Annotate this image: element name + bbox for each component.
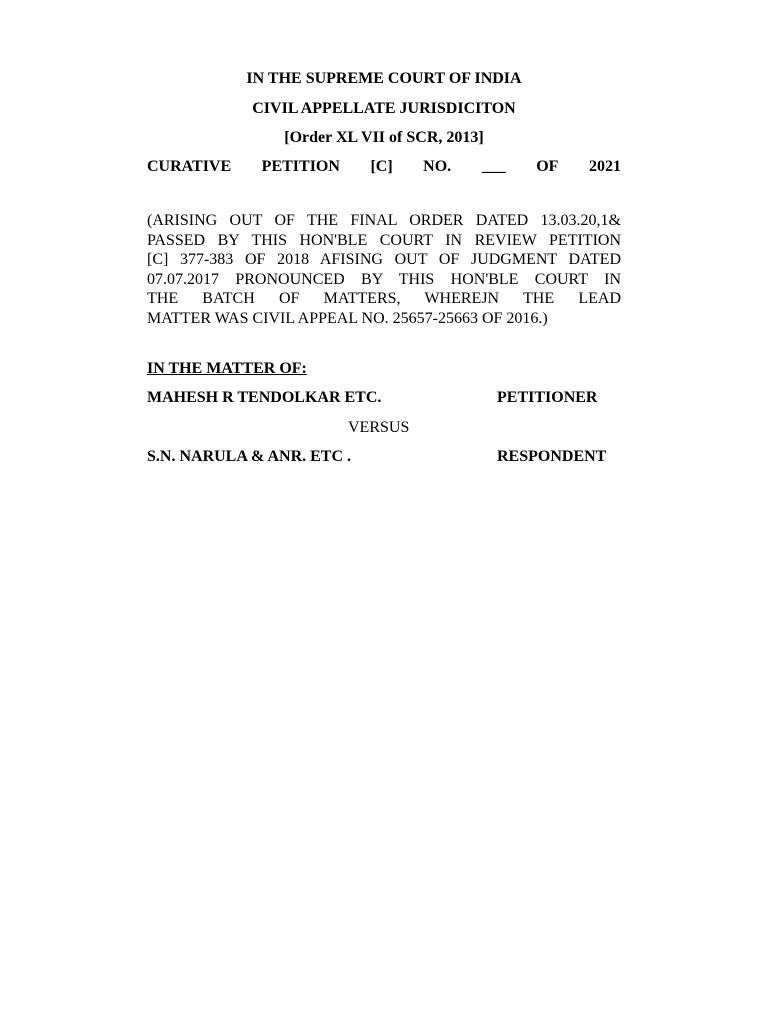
respondent-role: RESPONDENT (497, 448, 607, 465)
petition-word: PETITION (261, 158, 340, 175)
court-title: IN THE SUPREME COURT OF INDIA (246, 70, 522, 87)
paragraph-line: (ARISING OUT OF THE FINAL ORDER DATED 13.03.20,1& (147, 212, 621, 229)
petitioner-name: MAHESH R TENDOLKAR ETC. (147, 389, 382, 406)
petitioner-role: PETITIONER (497, 389, 598, 406)
arising-out-of-paragraph (147, 211, 621, 329)
petitioner-row (147, 388, 621, 408)
respondent-name: S.N. NARULA & ANR. ETC . (147, 448, 352, 465)
paragraph-line: MATTER WAS CIVIL APPEAL NO. 25657-25663 OF 2016.) (147, 309, 548, 327)
in-the-matter-heading: IN THE MATTER OF: (147, 360, 307, 377)
petition-word: [C] (370, 158, 393, 175)
petition-word: CURATIVE (147, 158, 232, 175)
respondent-row (147, 447, 621, 467)
paragraph-line: [C] 377-383 OF 2018 AFISING OUT OF JUDGMENT DATED (147, 251, 621, 269)
petition-word: NO. (423, 158, 452, 175)
jurisdiction-title: CIVIL APPELLATE JURISDICITON (252, 100, 516, 117)
petition-word: OF (536, 158, 559, 175)
paragraph-line: THE BATCH OF MATTERS, WHEREJN THE LEAD (147, 290, 621, 308)
order-reference: [Order XL VII of SCR, 2013] (284, 129, 484, 146)
petition-number-blank: ___ (481, 158, 506, 175)
petition-year: 2021 (588, 158, 621, 175)
petition-number-line (147, 157, 621, 177)
paragraph-line: PASSED BY THIS HON'BLE COURT IN REVIEW PETITION (147, 231, 621, 249)
paragraph-line: 07.07.2017 PRONOUNCED BY THIS HON'BLE COURT IN (147, 270, 621, 288)
versus-label: VERSUS (348, 419, 410, 436)
